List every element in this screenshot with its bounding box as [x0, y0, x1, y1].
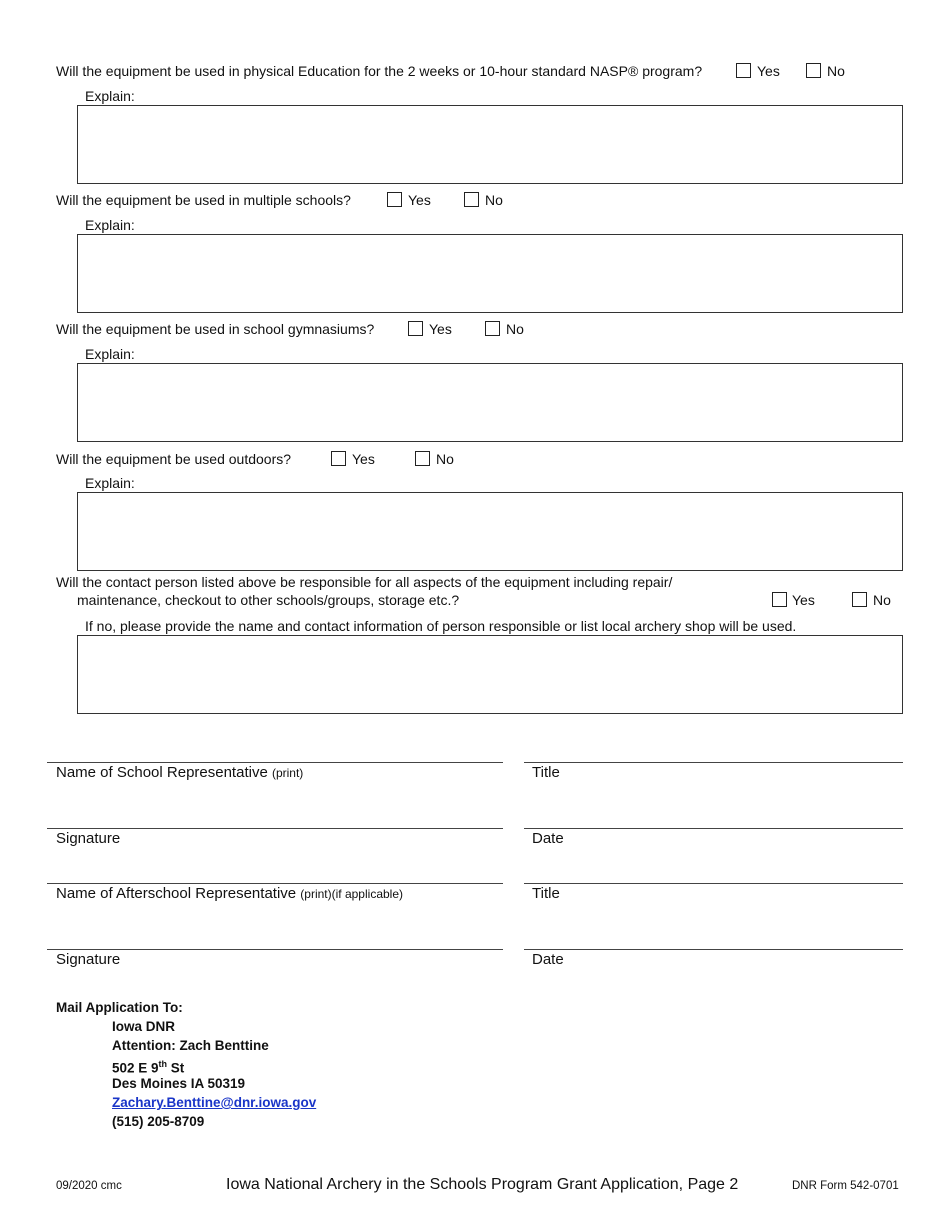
date1-label: Date	[532, 830, 564, 847]
multiple-schools-no-label: No	[485, 192, 503, 208]
explain-label-multiple-schools: Explain:	[85, 217, 135, 233]
explain-input-outdoors[interactable]	[78, 493, 902, 570]
explain-input-gymnasiums[interactable]	[78, 364, 902, 441]
mail-phone: (515) 205-8709	[112, 1114, 205, 1129]
explain-input-multiple-schools[interactable]	[78, 235, 902, 312]
question-gymnasiums: Will the equipment be used in school gymnasiums?	[56, 321, 375, 337]
date1-line[interactable]	[524, 828, 903, 829]
multiple-schools-yes-label: Yes	[408, 192, 431, 208]
mail-email-link[interactable]: Zachary.Benttine@dnr.iowa.gov	[112, 1095, 317, 1110]
multiple-schools-yes-checkbox[interactable]	[387, 192, 402, 207]
mail-email-line	[112, 1093, 316, 1112]
pe-program-yes-checkbox[interactable]	[736, 63, 751, 78]
contact-responsible-no-checkbox[interactable]	[852, 592, 867, 607]
responsible-person-input[interactable]	[78, 636, 902, 713]
question-multiple-schools: Will the equipment be used in multiple schools?	[56, 192, 351, 208]
title1-line[interactable]	[524, 762, 903, 763]
title1-label: Title	[532, 764, 560, 781]
mail-attention: Attention: Zach Benttine	[112, 1038, 269, 1053]
mail-heading: Mail Application To:	[56, 1000, 183, 1015]
explain-box-outdoors[interactable]	[77, 492, 903, 571]
outdoors-no-label: No	[436, 451, 454, 467]
rep-name-text: Name of School Representative	[56, 764, 268, 781]
responsible-person-label: If no, please provide the name and contact information of person responsible or list local archery shop will be used.	[85, 618, 797, 634]
gymnasiums-yes-label: Yes	[429, 321, 452, 337]
question-contact-responsible-line1: Will the contact person listed above be responsible for all aspects of the equipment including repair/	[56, 574, 673, 590]
signature1-label: Signature	[56, 830, 121, 847]
footer-date-code: 09/2020 cmc	[56, 1180, 122, 1192]
contact-responsible-yes-checkbox[interactable]	[772, 592, 787, 607]
explain-input-pe-program[interactable]	[78, 106, 902, 183]
explain-label-gymnasiums: Explain:	[85, 346, 135, 362]
footer-form-number: DNR Form 542-0701	[792, 1180, 899, 1192]
question-pe-program: Will the equipment be used in physical Education for the 2 weeks or 10-hour standard NASP® program?	[56, 63, 703, 79]
pe-program-yes-label: Yes	[757, 63, 780, 79]
date2-label: Date	[532, 951, 564, 968]
explain-box-gymnasiums[interactable]	[77, 363, 903, 442]
after-name-text: Name of Afterschool Representative	[56, 885, 297, 902]
rep-name-label	[56, 763, 303, 783]
mail-street-sup: th	[158, 1059, 168, 1069]
outdoors-yes-checkbox[interactable]	[331, 451, 346, 466]
mail-street-number: 502 E 9	[112, 1060, 159, 1076]
multiple-schools-no-checkbox[interactable]	[464, 192, 479, 207]
footer-title: Iowa National Archery in the Schools Program Grant Application, Page 2	[226, 1176, 739, 1193]
rep-name-note: (print)	[271, 766, 304, 780]
responsible-person-box[interactable]	[77, 635, 903, 714]
contact-responsible-no-label: No	[873, 592, 891, 608]
mail-org: Iowa DNR	[112, 1019, 176, 1034]
question-outdoors: Will the equipment be used outdoors?	[56, 451, 292, 467]
after-name-note: (print)(if applicable)	[300, 887, 403, 901]
explain-box-pe-program[interactable]	[77, 105, 903, 184]
pe-program-no-label: No	[827, 63, 845, 79]
explain-box-multiple-schools[interactable]	[77, 234, 903, 313]
outdoors-yes-label: Yes	[352, 451, 375, 467]
signature2-label: Signature	[56, 951, 121, 968]
title2-line[interactable]	[524, 883, 903, 884]
gymnasiums-yes-checkbox[interactable]	[408, 321, 423, 336]
after-name-label	[56, 884, 403, 904]
mail-street-rest: St	[167, 1060, 185, 1076]
contact-responsible-yes-label: Yes	[792, 592, 815, 608]
date2-line[interactable]	[524, 949, 903, 950]
pe-program-no-checkbox[interactable]	[806, 63, 821, 78]
title2-label: Title	[532, 885, 560, 902]
gymnasiums-no-label: No	[506, 321, 524, 337]
question-contact-responsible-line2: maintenance, checkout to other schools/groups, storage etc.?	[77, 592, 460, 608]
mail-city: Des Moines IA 50319	[112, 1076, 246, 1091]
explain-label-outdoors: Explain:	[85, 475, 135, 491]
gymnasiums-no-checkbox[interactable]	[485, 321, 500, 336]
explain-label-pe-program: Explain:	[85, 88, 135, 104]
outdoors-no-checkbox[interactable]	[415, 451, 430, 466]
